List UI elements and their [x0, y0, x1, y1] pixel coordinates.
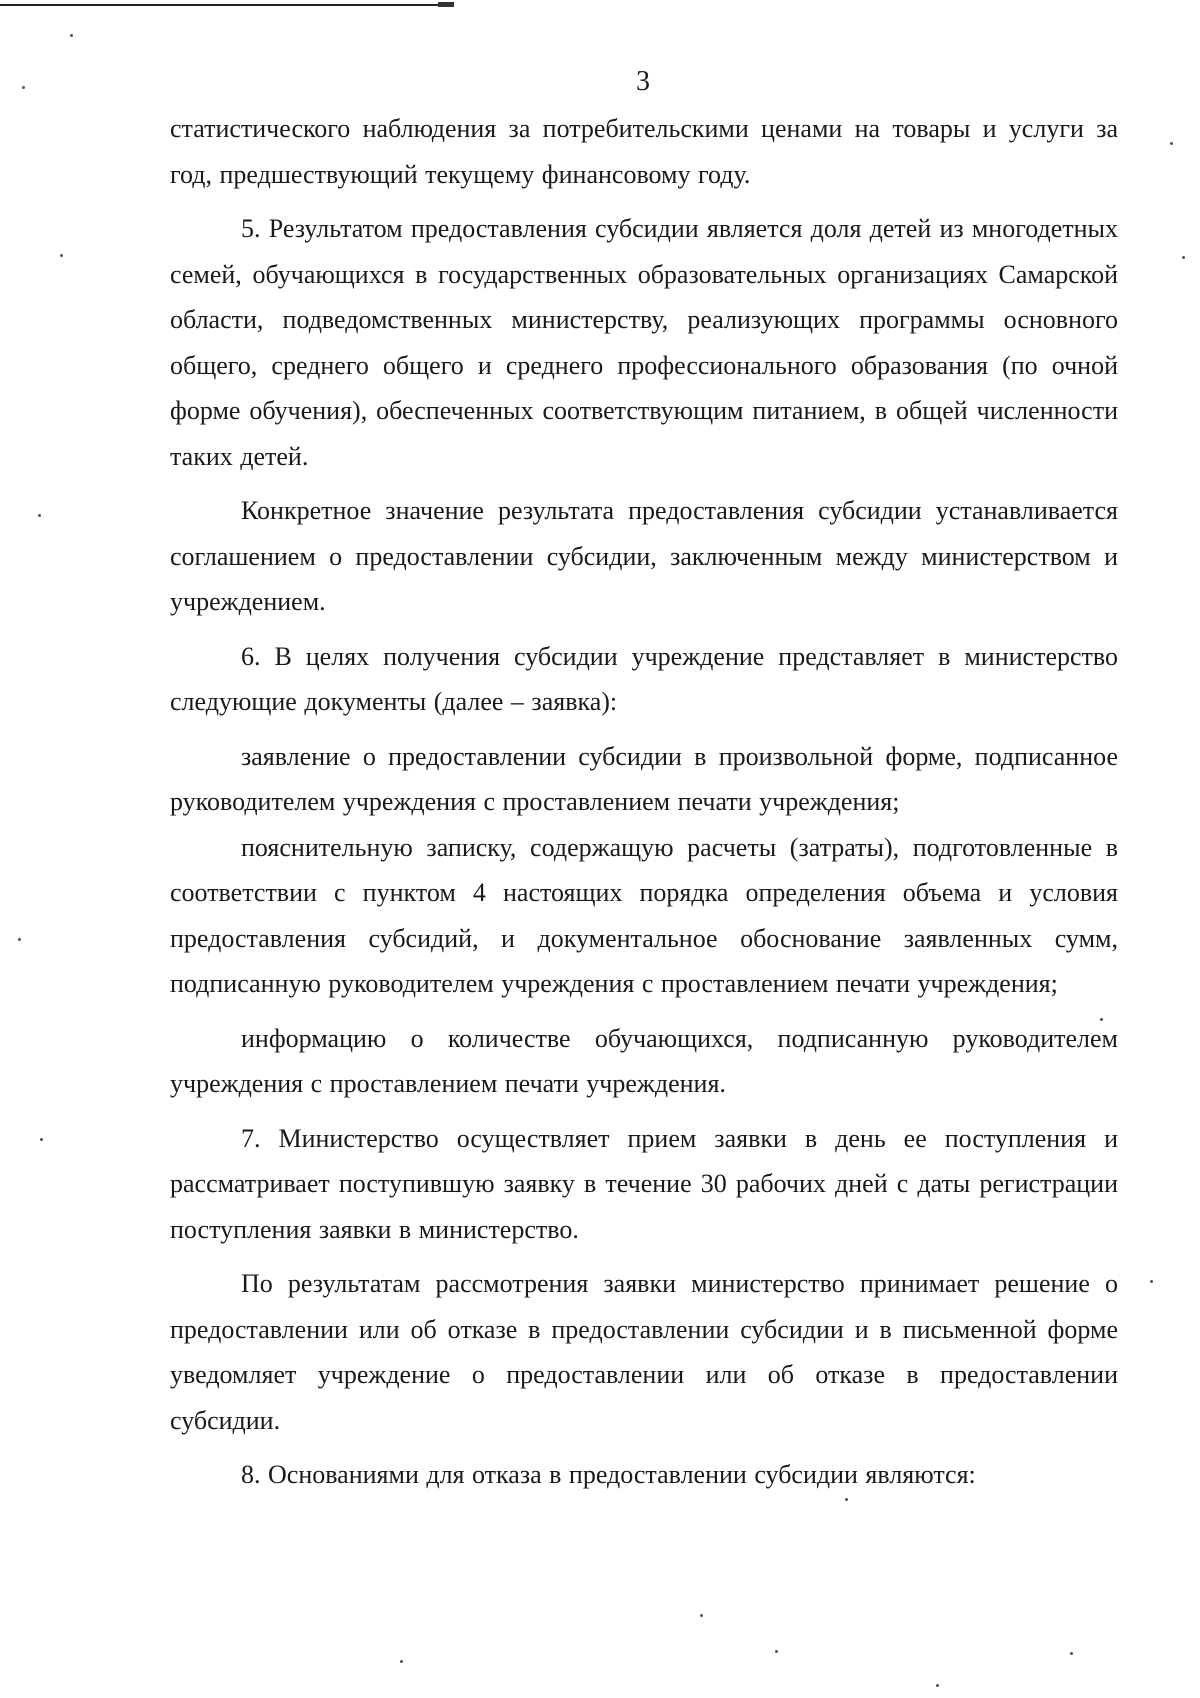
scan-speck	[70, 34, 73, 37]
scan-speck	[1150, 1280, 1153, 1283]
scan-speck	[60, 254, 63, 257]
paragraph-item-8: 8. Основаниями для отказа в предоставлении субсидии являются:	[241, 1460, 976, 1489]
page-number: 3	[636, 66, 650, 97]
paragraph-item-5: 5. Результатом предоставления субсидии является доля детей из многодетных семей, обучающихся в государственных образовательных организациях Самарской области, подведомственных министерству, реализующих программы основного общего, среднего общего и среднего профессионального образования (по очной форме обучения), обеспеченных соответствующим питанием, в общей численности таких детей.	[170, 214, 1118, 471]
paragraph-application-statement: заявление о предоставлении субсидии в произвольной форме, подписанное руководителем учреждения с проставлением печати учреждения;	[170, 741, 1118, 816]
paragraph-decision: По результатам рассмотрения заявки министерство принимает решение о предоставлении или об отказе в предоставлении субсидии и в письменной форме уведомляет учреждение о предоставлении или об отказе в предоставлении субсидии.	[170, 1269, 1118, 1435]
scan-speck	[775, 1650, 778, 1653]
scan-speck	[845, 1498, 848, 1501]
scan-speck	[18, 938, 21, 941]
scan-speck	[22, 86, 25, 89]
scan-speck	[700, 1614, 703, 1617]
scan-speck	[1070, 1652, 1073, 1655]
document-body	[170, 106, 1118, 1498]
scan-speck	[40, 1138, 43, 1141]
scan-speck	[400, 1660, 403, 1663]
scan-speck	[1100, 1018, 1103, 1021]
top-rule	[0, 4, 452, 6]
paragraph-item-6: 6. В целях получения субсидии учреждение представляет в министерство следующие документы (далее – заявка):	[170, 641, 1118, 716]
scan-speck	[936, 1684, 939, 1687]
paragraph-item-7: 7. Министерство осуществляет прием заявки в день ее поступления и рассматривает поступившую заявку в течение 30 рабочих дней с даты регистрации поступления заявки в министерство.	[170, 1123, 1118, 1244]
paragraph-explanatory-note: пояснительную записку, содержащую расчеты (затраты), подготовленные в соответствии с пунктом 4 настоящих порядка определения объема и условия предоставления субсидий, и документальное обоснование заявленных сумм, подписанную руководителем учреждения с проставлением печати учреждения;	[170, 832, 1118, 998]
scan-speck	[1182, 256, 1185, 259]
scan-speck	[38, 514, 41, 517]
scan-speck	[1170, 142, 1173, 145]
paragraph-result-value: Конкретное значение результата предоставления субсидии устанавливается соглашением о предоставлении субсидии, заключенным между министерством и учреждением.	[170, 496, 1118, 616]
paragraph-student-count-info: информацию о количестве обучающихся, подписанную руководителем учреждения с проставлением печати учреждения.	[170, 1023, 1118, 1098]
paragraph-continuation: статистического наблюдения за потребительскими ценами на товары и услуги за год, предшествующий текущему финансовому году.	[170, 114, 1118, 189]
